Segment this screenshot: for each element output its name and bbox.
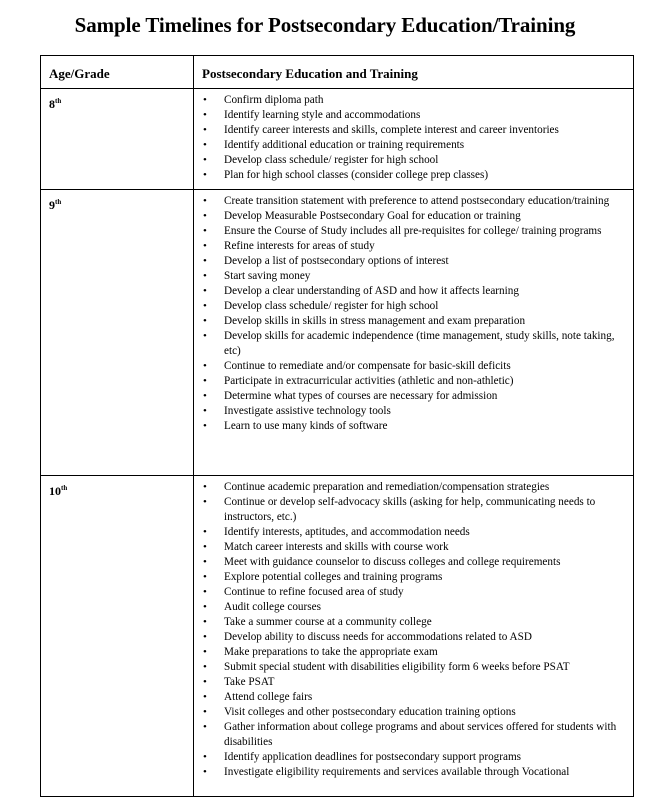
list-item: • Explore potential colleges and training programs <box>194 570 629 585</box>
list-item: • Develop class schedule/ register for high school <box>194 299 629 314</box>
list-item: • Investigate assistive technology tools <box>194 404 629 419</box>
list-item: • Start saving money <box>194 269 629 284</box>
list-item: • Audit college courses <box>194 600 629 615</box>
list-item: • Determine what types of courses are necessary for admission <box>194 389 629 404</box>
list-item: • Continue to refine focused area of study <box>194 585 629 600</box>
list-item: • Confirm diploma path <box>194 93 629 108</box>
list-item: • Take PSAT <box>194 675 629 690</box>
list-item: • Ensure the Course of Study includes all pre-requisites for college/ training programs <box>194 224 629 239</box>
grade-suffix: th <box>61 484 68 492</box>
grade-cell <box>41 476 194 797</box>
list-item: • Develop skills in skills in stress management and exam preparation <box>194 314 629 329</box>
list-item: • Visit colleges and other postsecondary education training options <box>194 705 629 720</box>
grade-cell <box>41 190 194 476</box>
timeline-table <box>40 55 634 797</box>
items-cell <box>194 190 634 476</box>
list-item: • Develop a clear understanding of ASD and how it affects learning <box>194 284 629 299</box>
list-item: • Plan for high school classes (consider college prep classes) <box>194 168 629 183</box>
list-item: • Identify additional education or training requirements <box>194 138 629 153</box>
list-item: • Develop Measurable Postsecondary Goal for education or training <box>194 209 629 224</box>
list-item: • Continue or develop self-advocacy skills (asking for help, communicating needs to instructors, etc.) <box>194 495 629 525</box>
list-item: • Develop ability to discuss needs for accommodations related to ASD <box>194 630 629 645</box>
list-item: • Match career interests and skills with course work <box>194 540 629 555</box>
list-item: • Identify interests, aptitudes, and accommodation needs <box>194 525 629 540</box>
list-item: • Continue academic preparation and remediation/compensation strategies <box>194 480 629 495</box>
items-cell <box>194 89 634 190</box>
grade-number: 8 <box>49 97 55 111</box>
table-row <box>41 190 634 476</box>
grade-suffix: th <box>55 198 62 206</box>
list-item: • Attend college fairs <box>194 690 629 705</box>
table-row <box>41 89 634 190</box>
list-item: • Identify career interests and skills, complete interest and career inventories <box>194 123 629 138</box>
list-item: • Submit special student with disabilities eligibility form 6 weeks before PSAT <box>194 660 629 675</box>
header-postsecondary: Postsecondary Education and Training <box>194 56 634 89</box>
list-item: • Develop skills for academic independence (time management, study skills, note taking, etc) <box>194 329 629 359</box>
list-item: • Take a summer course at a community college <box>194 615 629 630</box>
grade-suffix: th <box>55 97 62 105</box>
list-item: • Develop class schedule/ register for high school <box>194 153 629 168</box>
list-item: • Investigate eligibility requirements and services available through Vocational <box>194 765 629 780</box>
grade-number: 10 <box>49 484 61 498</box>
list-item: • Develop a list of postsecondary options of interest <box>194 254 629 269</box>
list-item: • Identify application deadlines for postsecondary support programs <box>194 750 629 765</box>
grade-cell <box>41 89 194 190</box>
grade-number: 9 <box>49 198 55 212</box>
list-item: • Participate in extracurricular activities (athletic and non-athletic) <box>194 374 629 389</box>
header-age-grade: Age/Grade <box>41 56 194 89</box>
list-item: • Meet with guidance counselor to discuss colleges and college requirements <box>194 555 629 570</box>
table-header-row <box>41 56 634 89</box>
list-item: • Continue to remediate and/or compensate for basic-skill deficits <box>194 359 629 374</box>
items-cell <box>194 476 634 797</box>
list-item: • Identify learning style and accommodations <box>194 108 629 123</box>
list-item: • Refine interests for areas of study <box>194 239 629 254</box>
item-list <box>194 89 633 189</box>
item-list <box>194 190 633 440</box>
table-row <box>41 476 634 797</box>
list-item: • Learn to use many kinds of software <box>194 419 629 434</box>
list-item: • Gather information about college programs and about services offered for students with disabilities <box>194 720 629 750</box>
list-item: • Make preparations to take the appropriate exam <box>194 645 629 660</box>
list-item: • Create transition statement with preference to attend postsecondary education/training <box>194 194 629 209</box>
item-list <box>194 476 633 786</box>
page-title: Sample Timelines for Postsecondary Education/Training <box>74 13 576 37</box>
